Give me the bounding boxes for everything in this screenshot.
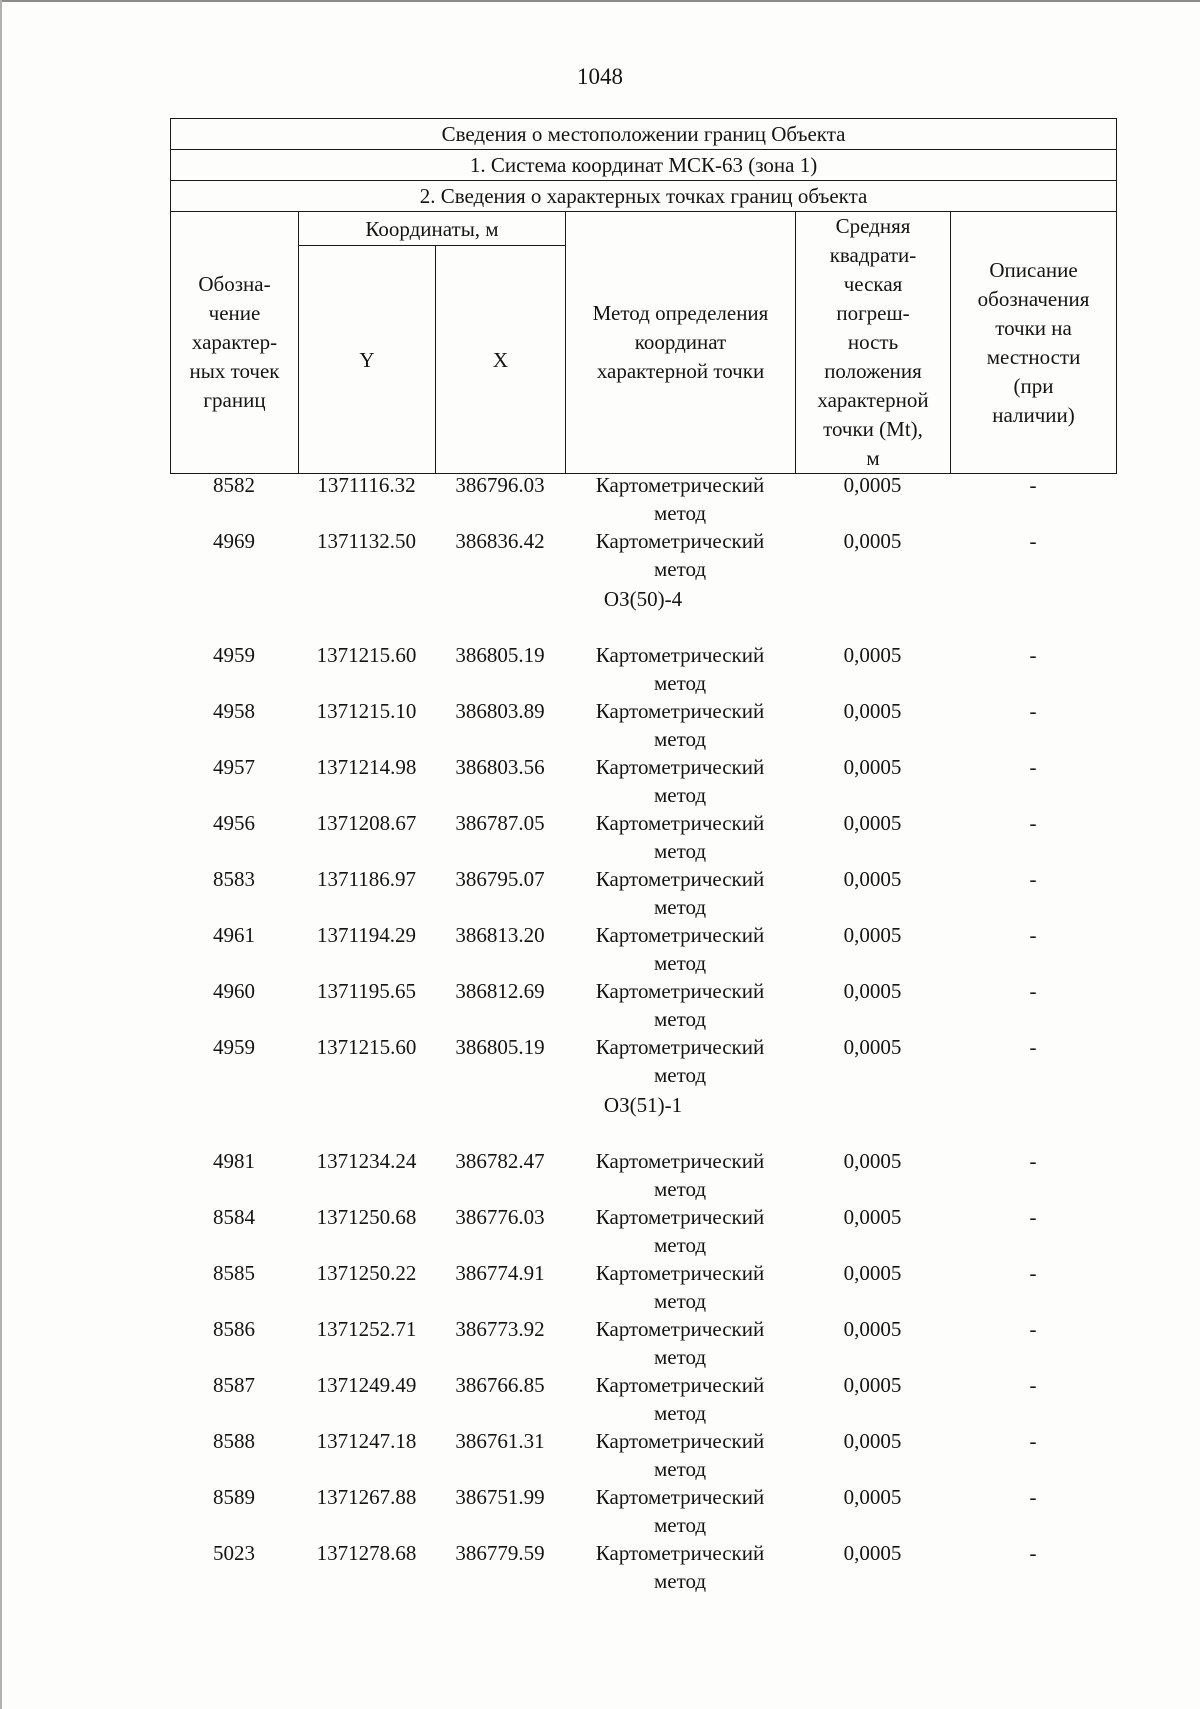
mean-square-error: 0,0005 (843, 643, 902, 667)
section-label: ОЗ(51)-1 (603, 1093, 683, 1117)
table-row (170, 471, 1116, 527)
point-description: - (1029, 1205, 1037, 1229)
col-header-description (951, 212, 1117, 474)
table-row (170, 641, 1116, 697)
coord-y: 1371250.22 (316, 1261, 417, 1285)
col-header-method (566, 212, 796, 474)
point-id: 4957 (213, 755, 255, 779)
mean-square-error: 0,0005 (843, 1149, 902, 1173)
coord-y: 1371214.98 (316, 755, 417, 779)
mean-square-error: 0,0005 (843, 1261, 902, 1285)
point-description: - (1029, 1035, 1037, 1059)
method (565, 1427, 795, 1483)
mean-square-error: 0,0005 (843, 1429, 902, 1453)
mean-square-error: 0,0005 (843, 529, 902, 553)
table-row (170, 1539, 1116, 1595)
method-line: метод (653, 1569, 707, 1593)
point-description: - (1029, 1261, 1037, 1285)
table-row (170, 809, 1116, 865)
points-group-a (170, 471, 1116, 583)
method (565, 865, 795, 921)
coord-x: 386761.31 (455, 1429, 545, 1453)
point-description: - (1029, 923, 1037, 947)
method-line: Картометрический (595, 643, 765, 667)
table-row (170, 921, 1116, 977)
point-id: 8589 (213, 1485, 255, 1509)
col-header-mt (796, 212, 951, 474)
point-id: 4958 (213, 699, 255, 723)
coord-y: 1371215.60 (316, 643, 417, 667)
col-header-mt-line: характерной (817, 388, 929, 412)
table-row (170, 1033, 1116, 1089)
method-line: Картометрический (595, 1205, 765, 1229)
method-line: Картометрический (595, 811, 765, 835)
col-header-mt-line: ность (847, 330, 899, 354)
mean-square-error: 0,0005 (843, 1485, 902, 1509)
method-line: метод (653, 1345, 707, 1369)
col-header-mt-line: квадрати- (829, 243, 917, 267)
method (565, 697, 795, 753)
point-id: 8584 (213, 1205, 255, 1229)
point-id: 5023 (213, 1541, 255, 1565)
method (565, 1147, 795, 1203)
point-description: - (1029, 529, 1037, 553)
coord-x: 386779.59 (455, 1541, 545, 1565)
method-line: метод (653, 1177, 707, 1201)
coord-x: 386836.42 (455, 529, 545, 553)
col-header-id-line: границ (203, 388, 266, 412)
method (565, 527, 795, 583)
method (565, 1315, 795, 1371)
coord-x: 386766.85 (455, 1373, 545, 1397)
coord-x: 386773.92 (455, 1317, 545, 1341)
points-group-b (170, 641, 1116, 1089)
coord-x: 386805.19 (455, 643, 545, 667)
point-id: 8588 (213, 1429, 255, 1453)
point-id: 4981 (213, 1149, 255, 1173)
table-row (170, 1259, 1116, 1315)
col-header-mt-line: погреш- (836, 301, 910, 325)
col-header-id-line: ных точек (189, 359, 280, 383)
method (565, 1033, 795, 1089)
coord-x: 386782.47 (455, 1149, 545, 1173)
scan-edge-left (0, 0, 2, 1709)
col-header-method-line: Метод определения (592, 301, 769, 325)
method-line: Картометрический (595, 1317, 765, 1341)
method-line: метод (653, 727, 707, 751)
coord-y: 1371215.10 (316, 699, 417, 723)
point-description: - (1029, 473, 1037, 497)
point-description: - (1029, 1541, 1037, 1565)
method-line: метод (653, 1007, 707, 1031)
mean-square-error: 0,0005 (843, 923, 902, 947)
method-line: Картометрический (595, 1429, 765, 1453)
points-list (170, 471, 1116, 1595)
method-line: метод (653, 783, 707, 807)
point-description: - (1029, 1373, 1037, 1397)
point-id: 4956 (213, 811, 255, 835)
table-row (170, 1371, 1116, 1427)
points-title: 2. Сведения о характерных точках границ объекта (171, 181, 1117, 212)
coord-y: 1371267.88 (316, 1485, 417, 1509)
mean-square-error: 0,0005 (843, 473, 902, 497)
method-line: метод (653, 1233, 707, 1257)
method-line: метод (653, 895, 707, 919)
method (565, 753, 795, 809)
method-line: Картометрический (595, 473, 765, 497)
coord-y: 1371215.60 (316, 1035, 417, 1059)
scan-edge-top (0, 0, 1200, 2)
point-description: - (1029, 1429, 1037, 1453)
col-header-mt-line: м (866, 446, 880, 470)
coord-y: 1371195.65 (317, 979, 416, 1003)
mean-square-error: 0,0005 (843, 1373, 902, 1397)
coord-y: 1371252.71 (316, 1317, 417, 1341)
coord-y: 1371194.29 (317, 923, 416, 947)
method (565, 1539, 795, 1595)
point-description: - (1029, 1317, 1037, 1341)
col-header-method-line: характерной точки (596, 359, 765, 383)
table-row (170, 1427, 1116, 1483)
coord-y: 1371249.49 (316, 1373, 417, 1397)
point-id: 8587 (213, 1373, 255, 1397)
points-group-c (170, 1147, 1116, 1595)
point-id: 8585 (213, 1261, 255, 1285)
method-line: метод (653, 1513, 707, 1537)
table-row (170, 1203, 1116, 1259)
method-line: Картометрический (595, 1373, 765, 1397)
table-row (170, 697, 1116, 753)
table-row (170, 1483, 1116, 1539)
coord-x: 386805.19 (455, 1035, 545, 1059)
method (565, 1483, 795, 1539)
method (565, 1371, 795, 1427)
col-header-mt-line: Средняя (835, 214, 911, 238)
table-header (170, 118, 1117, 474)
method-line: Картометрический (595, 1035, 765, 1059)
coord-x: 386787.05 (455, 811, 545, 835)
col-header-description-line: наличии) (992, 402, 1075, 427)
coord-x: 386812.69 (455, 979, 545, 1003)
col-header-mt-line: ческая (843, 272, 903, 296)
coord-x: 386813.20 (455, 923, 545, 947)
coord-y: 1371208.67 (316, 811, 417, 835)
coord-x: 386774.91 (455, 1261, 545, 1285)
col-header-description-line: (при (1013, 373, 1054, 398)
col-header-mt-line: точки (Mt), (823, 417, 923, 441)
mean-square-error: 0,0005 (843, 1317, 902, 1341)
coord-y: 1371247.18 (316, 1429, 417, 1453)
method-line: Картометрический (595, 979, 765, 1003)
point-id: 8583 (213, 867, 255, 891)
col-header-coordinates: Координаты, м (299, 212, 566, 246)
mean-square-error: 0,0005 (843, 1205, 902, 1229)
method-line: метод (653, 951, 707, 975)
table-row (170, 527, 1116, 583)
method-line: Картометрический (595, 1149, 765, 1173)
method (565, 641, 795, 697)
method-line: метод (653, 1457, 707, 1481)
method-line: Картометрический (595, 699, 765, 723)
point-id: 4959 (213, 643, 255, 667)
col-header-id-line: чение (208, 301, 261, 325)
coord-x: 386776.03 (455, 1205, 545, 1229)
method-line: Картометрический (595, 1261, 765, 1285)
coord-y: 1371186.97 (317, 867, 416, 891)
table-row (170, 1315, 1116, 1371)
point-description: - (1029, 755, 1037, 779)
col-header-id-line: Обозна- (198, 272, 271, 296)
method (565, 809, 795, 865)
point-description: - (1029, 867, 1037, 891)
coordinate-system: 1. Система координат МСК-63 (зона 1) (171, 150, 1117, 181)
method-line: метод (653, 671, 707, 695)
method-line: метод (653, 1063, 707, 1087)
page-number: 1048 (577, 64, 623, 89)
mean-square-error: 0,0005 (843, 699, 902, 723)
method (565, 921, 795, 977)
point-description: - (1029, 979, 1037, 1003)
mean-square-error: 0,0005 (843, 811, 902, 835)
method (565, 977, 795, 1033)
table-row (170, 753, 1116, 809)
method-line: метод (653, 1401, 707, 1425)
method-line: метод (653, 557, 707, 581)
point-id: 4961 (213, 923, 255, 947)
coord-x: 386803.56 (455, 755, 545, 779)
col-header-x: X (436, 246, 566, 474)
method-line: Картометрический (595, 1541, 765, 1565)
method-line: метод (653, 1289, 707, 1313)
coord-y: 1371234.24 (316, 1149, 417, 1173)
method-line: Картометрический (595, 1485, 765, 1509)
coord-y: 1371278.68 (316, 1541, 417, 1565)
point-description: - (1029, 1149, 1037, 1173)
point-id: 4959 (213, 1035, 255, 1059)
mean-square-error: 0,0005 (843, 979, 902, 1003)
point-description: - (1029, 699, 1037, 723)
mean-square-error: 0,0005 (843, 867, 902, 891)
point-id: 8582 (213, 473, 255, 497)
coord-y: 1371116.32 (317, 473, 416, 497)
method-line: метод (653, 501, 707, 525)
table-row (170, 977, 1116, 1033)
col-header-description-line: местности (986, 344, 1081, 369)
point-description: - (1029, 1485, 1037, 1509)
section-label: ОЗ(50)-4 (603, 587, 683, 611)
point-description: - (1029, 811, 1037, 835)
coord-x: 386796.03 (455, 473, 545, 497)
method-line: метод (653, 839, 707, 863)
method-line: Картометрический (595, 867, 765, 891)
coord-x: 386795.07 (455, 867, 545, 891)
method-line: Картометрический (595, 923, 765, 947)
method (565, 1203, 795, 1259)
col-header-description-line: Описание (989, 257, 1078, 282)
col-header-id (171, 212, 299, 474)
method-line: Картометрический (595, 529, 765, 553)
table-row (170, 865, 1116, 921)
table-row (170, 1147, 1116, 1203)
table-title: Сведения о местоположении границ Объекта (171, 119, 1117, 150)
coord-x: 386751.99 (455, 1485, 545, 1509)
point-id: 4969 (213, 529, 255, 553)
method (565, 1259, 795, 1315)
mean-square-error: 0,0005 (843, 1035, 902, 1059)
col-header-method-line: координат (634, 330, 727, 354)
col-header-description-line: точки на (995, 315, 1072, 340)
point-description: - (1029, 643, 1037, 667)
method (565, 471, 795, 527)
coord-y: 1371250.68 (316, 1205, 417, 1229)
point-id: 8586 (213, 1317, 255, 1341)
method-line: Картометрический (595, 755, 765, 779)
coord-y: 1371132.50 (317, 529, 416, 553)
col-header-mt-line: положения (824, 359, 922, 383)
col-header-id-line: характер- (191, 330, 278, 354)
col-header-description-line: обозначения (977, 286, 1090, 311)
coord-x: 386803.89 (455, 699, 545, 723)
col-header-y: Y (299, 246, 436, 474)
point-id: 4960 (213, 979, 255, 1003)
mean-square-error: 0,0005 (843, 755, 902, 779)
mean-square-error: 0,0005 (843, 1541, 902, 1565)
